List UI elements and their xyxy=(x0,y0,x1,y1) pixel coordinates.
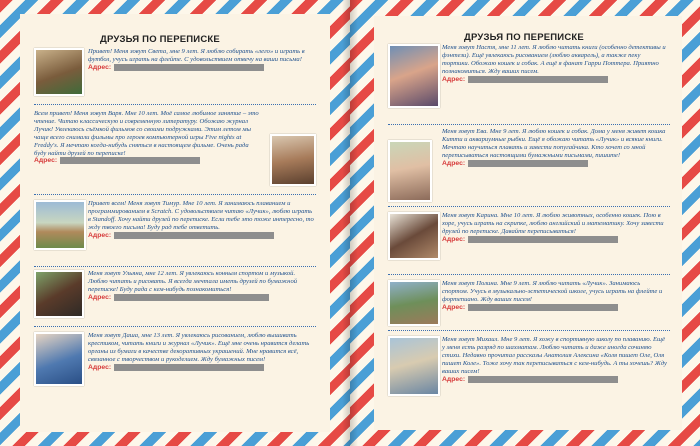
girl-with-horse-photo xyxy=(34,270,84,318)
girl-smiling-photo xyxy=(388,140,432,202)
list-item xyxy=(34,332,316,402)
address-label: Адрес: xyxy=(442,303,466,311)
girl-outdoors-photo xyxy=(388,280,440,326)
divider xyxy=(34,104,316,105)
redacted-address xyxy=(60,157,200,164)
entry-text: Меня зовут Ева. Мне 9 лет. Я люблю кошек и собак. Дома у меня живет кошка Китти и аквариумные рыбки. Ещё я обожаю читать «Лучик» и всякие книги. Мечтаю научиться плавать и завести попугайчика. Кто хочет со мной переписываться настоящими бумажными письмами, пишите! xyxy=(442,128,666,159)
left-page-content xyxy=(20,14,330,432)
redacted-address xyxy=(468,76,608,83)
divider xyxy=(388,330,670,331)
girl-with-book-photo xyxy=(34,48,84,96)
address-label: Адрес: xyxy=(442,375,466,383)
list-item xyxy=(34,48,316,100)
girl-reading-magazine-photo xyxy=(34,332,84,386)
list-item xyxy=(34,110,316,194)
address-label: Адрес: xyxy=(442,159,466,167)
girl-with-violin-photo xyxy=(388,212,440,260)
entry-text: Меня зовут Ульяна, мне 12 лет. Я увлекаюсь конным спортом и музыкой. Люблю читать и рисовать. Я всегда мечтала иметь друзей по бумажной переписке! Буду рада с кем-нибудь познакомиться! xyxy=(88,270,298,293)
address-label: Адрес: xyxy=(88,231,112,239)
divider xyxy=(388,274,670,275)
entry-text: Всем привет! Меня зовут Варя. Мне 10 лет. Моё самое любимое занятие – это чтение. Читаю классическую и современную литературу. Обожаю журнал Лучик! Увлекаюсь съёмкой фильмов со своими подружками. Этим летом мы чаще всего снимали фильмы про героев компьютерной игры Five nights at Freddy's. Я мечтаю когда-нибудь сняться в настоящем фильме. Очень рада буду найти друзей по переписке! xyxy=(34,110,259,157)
entry-text: Меня зовут Михаил. Мне 9 лет. Я хожу в спортивную школу по плаванию. Ещё у меня есть разряд по шахматам. Люблю читать и даже иногда сочиняю стихи. Недавно прочитал рассказы Анатолия Алексина «Коля пишет Оле, Оля пишет Коле». Тоже хочу так переписываться с кем-нибудь. А ты хочешь? Жду ваших писем! xyxy=(442,336,667,375)
redacted-address xyxy=(114,64,264,71)
redacted-address xyxy=(114,232,274,239)
list-item xyxy=(388,128,670,204)
redacted-address xyxy=(468,304,618,311)
address-label: Адрес: xyxy=(442,235,466,243)
address-label: Адрес: xyxy=(34,157,58,165)
entry-text: Меня зовут Карина. Мне 10 лет. Я люблю животных, особенно кошек. Пою в хоре, учусь играть на скрипке, люблю английский и математику. Хочу завести друзей по переписке. Давайте переписываться! xyxy=(442,212,664,235)
entry-text: Меня зовут Настя, мне 11 лет. Я люблю читать книги (особенно детективы и фэнтези). Ещё увлекаюсь рисованием (люблю акварель), а также пеку тортики. Обожаю кошек и собак. А ещё я фанат Гарри Поттера. Приятно познакомиться. Жду ваших писем. xyxy=(442,44,666,75)
divider xyxy=(34,194,316,195)
divider xyxy=(388,206,670,207)
right-page-content xyxy=(374,16,682,430)
boy-on-beach-photo xyxy=(388,336,440,396)
address-label: Адрес: xyxy=(88,293,112,301)
right-page xyxy=(350,0,700,446)
divider xyxy=(34,266,316,267)
list-item xyxy=(388,212,670,272)
boy-on-horse-photo xyxy=(34,200,86,250)
list-item xyxy=(388,44,670,124)
redacted-address xyxy=(468,376,618,383)
entry-text: Привет! Меня зовут Света, мне 9 лет. Я люблю собирать «лего» и играть в футбол, учусь играть на флейте. С удовольствием отвечу на ваши письма! xyxy=(88,48,305,63)
list-item xyxy=(34,200,316,264)
address-label: Адрес: xyxy=(88,63,112,71)
address-label: Адрес: xyxy=(88,363,112,371)
page-title: ДРУЗЬЯ ПО ПЕРЕПИСКЕ xyxy=(464,32,584,43)
divider xyxy=(388,124,670,125)
girl-with-phone-photo xyxy=(388,44,440,108)
list-item xyxy=(388,280,670,330)
entry-text: Привет всем! Меня зовут Тимур. Мне 10 лет. Я занимаюсь плаванием и программированием в Scratch. С удовольствием читаю «Лучик», люблю играть в Standoff. Хочу найти друзей по переписке. Если тебе это тоже интересно, то жду твоего письма! Буду рад тебе ответить. xyxy=(88,200,314,231)
list-item xyxy=(388,336,670,410)
list-item xyxy=(34,270,316,326)
redacted-address xyxy=(468,236,618,243)
redacted-address xyxy=(114,294,269,301)
girl-portrait-photo xyxy=(270,134,316,186)
entry-text: Меня зовут Полина. Мне 9 лет. Я люблю читать «Лучик». Занимаюсь спортом. Учусь в музыкально-эстетической школе, учусь играть на флейте и фортепиано. Жду ваших писем! xyxy=(442,280,663,303)
page-title: ДРУЗЬЯ ПО ПЕРЕПИСКЕ xyxy=(100,34,220,45)
page-gutter xyxy=(342,0,358,446)
entry-text: Меня зовут Даша, мне 13 лет. Я увлекаюсь рисованием, люблю вышивать крестиком, читать книги и журнал «Лучик». Ещё мне очень нравится делать органы из бумаги в качестве декоративных украшений. Мне нравится всё, связанное с творчеством и рукоделием. Жду бумажных писем! xyxy=(88,332,310,363)
redacted-address xyxy=(114,364,264,371)
redacted-address xyxy=(468,160,588,167)
divider xyxy=(34,326,316,327)
address-label: Адрес: xyxy=(442,75,466,83)
